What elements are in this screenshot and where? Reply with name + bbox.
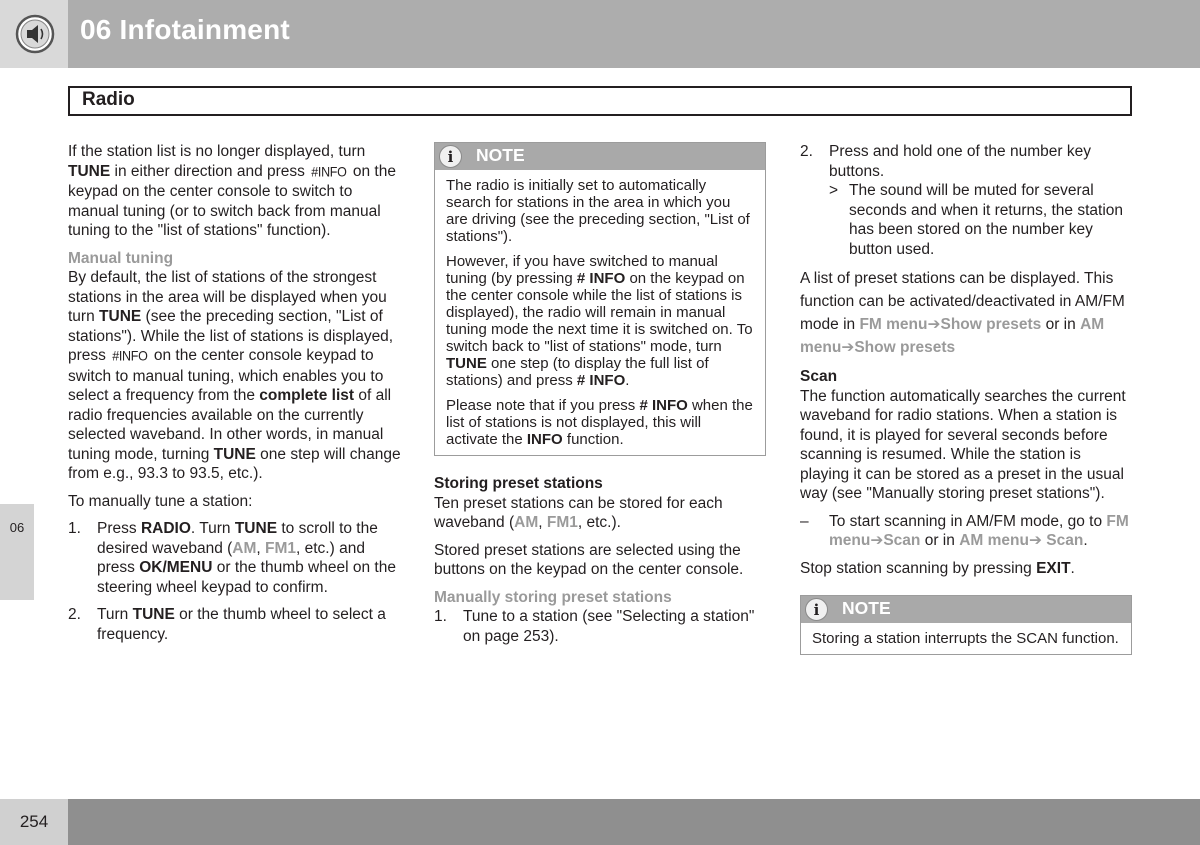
scan-path: Scan <box>1046 532 1084 549</box>
list-item <box>800 142 1132 259</box>
fm-menu-path: FM menu <box>859 316 928 333</box>
presets-paragraph <box>800 267 1132 359</box>
list-item <box>434 607 766 646</box>
note-header <box>435 143 765 170</box>
step-result <box>829 181 1132 259</box>
text-span: , <box>256 539 266 557</box>
tune-key: TUNE <box>234 520 278 537</box>
arrow-icon: ➔ <box>870 532 884 549</box>
chapter-tab-label: 06 <box>9 520 25 535</box>
text-span: Stop station scanning by pressing <box>800 559 1032 577</box>
info-key: # INFO <box>576 270 626 287</box>
text-span: . Turn <box>190 520 231 537</box>
arrow-icon: ➔ <box>927 316 941 333</box>
fm-menu-path: FM menu <box>829 512 1129 549</box>
text-span: . <box>625 372 630 389</box>
text-span: Ten preset stations can be stored for each waveband ( <box>434 494 723 531</box>
note-paragraph: Storing a station interrupts the SCAN function. <box>812 630 1119 647</box>
note-body <box>801 623 1131 654</box>
note-box <box>800 595 1132 655</box>
scan-path: Scan <box>883 532 921 549</box>
text-span: . <box>1070 559 1075 577</box>
step-number: 2. <box>800 143 813 160</box>
list-item <box>68 605 401 644</box>
tune-key: TUNE <box>213 445 256 463</box>
am-band: AM <box>232 539 257 557</box>
note-paragraph <box>446 397 754 448</box>
note-header <box>801 596 1131 623</box>
show-presets-path: Show presets <box>940 316 1042 333</box>
radio-key: RADIO <box>140 520 191 537</box>
text-span: To start scanning in AM/FM mode, go to <box>829 512 1103 530</box>
ok-menu-key: OK/MENU <box>139 559 213 576</box>
text-span: Turn <box>97 606 129 623</box>
stored-presets-paragraph: Stored preset stations are selected using the buttons on the keypad on the center console. <box>434 541 744 578</box>
storing-paragraph <box>434 494 766 533</box>
tune-key: TUNE <box>132 606 175 623</box>
storing-steps <box>434 607 766 646</box>
text-span: By default, the list of stations of the strongest stations in the area will be displayed when you turn <box>68 269 387 325</box>
manual-tune-steps <box>68 519 401 644</box>
text-span: or the thumb wheel to select a frequency. <box>97 606 386 643</box>
text-span: one step (to display the full list of stations) and press <box>446 355 709 389</box>
text-span: or in <box>924 532 955 549</box>
text-span: However, if you have switched to manual tuning (by pressing <box>446 253 718 287</box>
result-marker: > <box>829 182 839 199</box>
step-number: 2. <box>68 606 81 623</box>
stop-scan-paragraph <box>800 559 1132 579</box>
section-bar <box>68 86 1132 116</box>
text-span: one step will change from e.g., 93.3 to 93.5, etc.). <box>68 445 401 482</box>
column-2 <box>434 142 766 654</box>
info-icon: i <box>439 145 462 168</box>
scan-paragraph: The function automatically searches the current waveband for radio stations. When a station is found, it is played for several seconds before scanning is resumed. While the station is playing it can be stored as a preset in the usual way (see "Manually storing preset stations"). <box>800 387 1126 502</box>
note-label: NOTE <box>476 145 525 165</box>
page-number: 254 <box>19 812 49 831</box>
note-paragraph: The radio is initially set to automatically search for stations in the area in which you are driving (see the preceding section, "List of stations"). <box>446 177 750 245</box>
chapter-title: 06 Infotainment <box>80 14 290 45</box>
text-span: , etc.) and press <box>97 539 365 576</box>
info-key-symbol: #INFO <box>311 163 347 180</box>
list-item <box>800 512 1132 551</box>
info-key: # INFO <box>576 372 626 389</box>
arrow-icon: ➔ <box>841 339 855 356</box>
text-span: of all radio frequencies available on the currently selected waveband. In other words, in manual tuning mode, turning <box>68 387 392 463</box>
info-key-symbol: #INFO <box>112 348 148 364</box>
text-span: , etc.). <box>577 514 621 531</box>
text-span: to scroll to the desired waveband ( <box>97 520 378 557</box>
scan-heading: Scan <box>800 368 838 385</box>
text-span: on the center console keypad to switch to manual tuning, which enables you to select a frequency from the <box>68 347 384 404</box>
complete-list-term: complete list <box>259 387 355 404</box>
storing-steps-continued <box>800 142 1132 259</box>
fm1-band: FM1 <box>546 514 578 531</box>
note-box <box>434 142 766 456</box>
section-title: Radio <box>82 89 135 110</box>
note-paragraph <box>446 253 754 389</box>
note-label: NOTE <box>842 598 891 618</box>
manually-storing-heading: Manually storing preset stations <box>434 588 672 606</box>
arrow-icon: ➔ <box>1028 532 1042 549</box>
speaker-icon <box>15 14 55 54</box>
am-band: AM <box>514 514 539 531</box>
text-span: or the thumb wheel on the steering wheel keypad to confirm. <box>97 559 396 596</box>
step-number: 1. <box>68 520 81 537</box>
tune-key: TUNE <box>68 162 111 180</box>
text-span: , <box>538 514 547 531</box>
chapter-tab <box>0 504 34 600</box>
text-span: Press and hold one of the number key buttons. <box>829 143 1091 180</box>
text-span: Tune to a station (see "Selecting a station" on page 253). <box>463 608 755 645</box>
text-span: on the keypad on the center console to switch to manual tuning (or to switch back from manual tuning to the "list of stations" function). <box>68 162 396 239</box>
text-span: or in <box>1045 316 1076 333</box>
text-span: on the keypad on the center console while the list of stations is displayed), the radio will remain in manual tuning mode the next time it is switched on. To switch back to "list of stations" mode, turn <box>446 270 753 355</box>
header-icon-box <box>0 0 68 68</box>
text-span: The sound will be muted for several seconds and when it returns, the station has been stored on the number key button used. <box>849 182 1123 258</box>
fm1-band: FM1 <box>265 539 297 557</box>
info-function: INFO <box>526 431 563 448</box>
am-menu-path: AM menu <box>800 316 1105 356</box>
column-1 <box>68 142 401 652</box>
show-presets-path: Show presets <box>854 339 956 356</box>
exit-key: EXIT <box>1036 559 1071 577</box>
info-icon: i <box>805 598 828 621</box>
storing-presets-heading: Storing preset stations <box>434 475 603 492</box>
text-span: Press <box>97 520 137 537</box>
manual-tuning-paragraph <box>68 268 401 484</box>
manual-tune-intro: To manually tune a station: <box>68 492 253 510</box>
tune-key: TUNE <box>99 308 142 325</box>
text-span: If the station list is no longer displayed, turn <box>68 143 366 160</box>
text-span: when the list of stations is not displayed, this will activate the <box>446 397 753 448</box>
note-body <box>435 170 765 455</box>
text-span: function. <box>566 431 624 448</box>
text-span: Please note that if you press <box>446 397 636 414</box>
info-key: # INFO <box>639 397 688 414</box>
intro-paragraph <box>68 142 401 241</box>
text-span: A list of preset stations can be displayed. This function can be activated/deactivated in AM/FM mode in <box>800 270 1125 333</box>
footer-bar <box>0 799 1200 845</box>
am-menu-path: AM menu <box>959 532 1029 549</box>
text-span: . <box>1083 532 1088 549</box>
text-span: in either direction and press <box>114 162 305 180</box>
tune-key: TUNE <box>446 355 487 372</box>
column-3 <box>800 142 1132 673</box>
dash-marker: – <box>800 512 809 530</box>
step-number: 1. <box>434 608 447 625</box>
list-item <box>68 519 401 597</box>
manual-tuning-heading: Manual tuning <box>68 249 174 267</box>
text-span: (see the preceding section, "List of stations"). While the list of stations is displayed, press <box>68 308 394 364</box>
